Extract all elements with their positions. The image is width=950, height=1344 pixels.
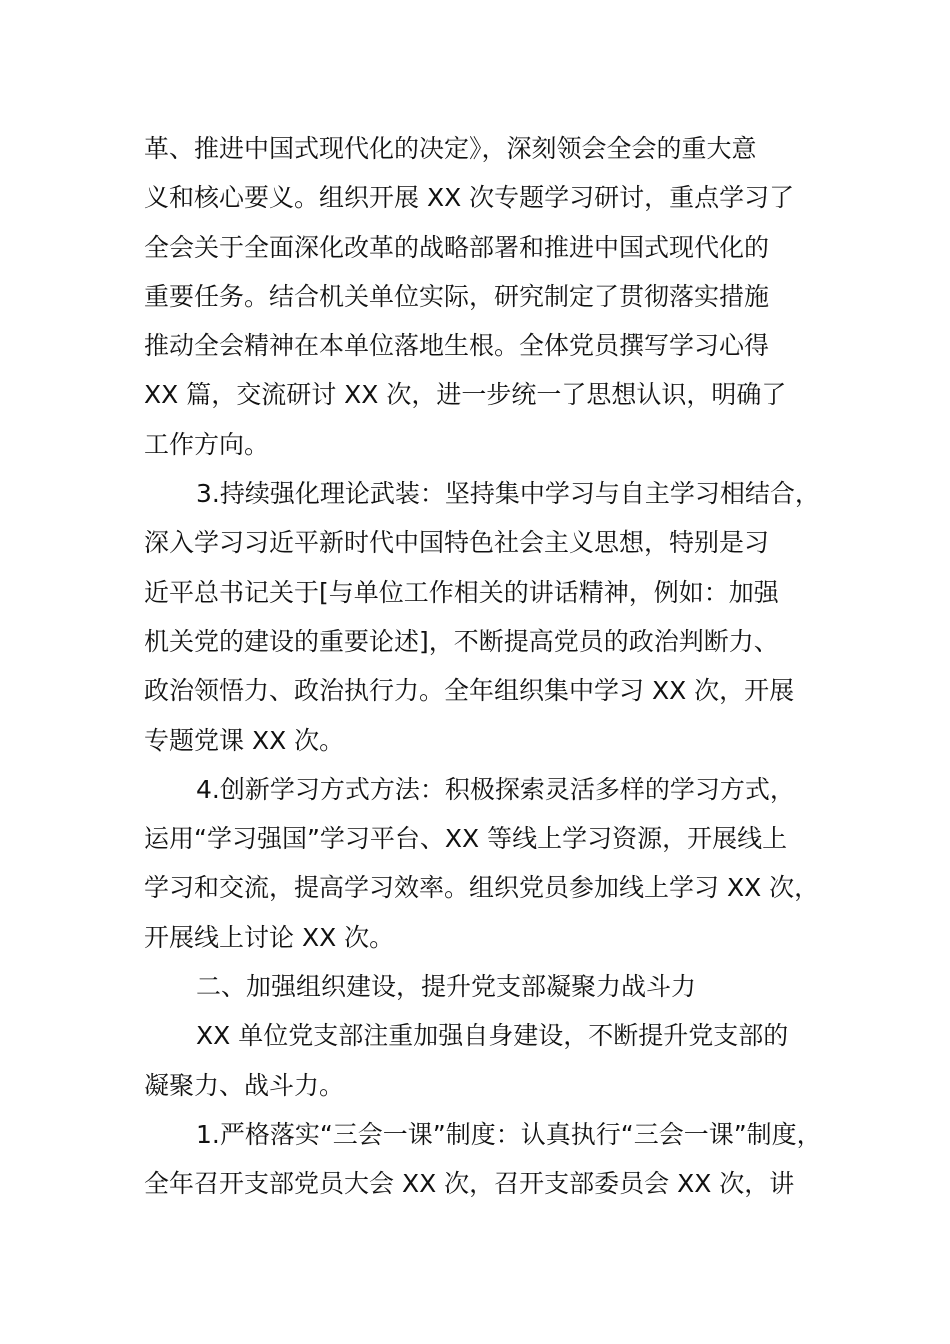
text-line: 全年召开支部党员大会 XX 次，召开支部委员会 XX 次，讲 [144,1169,795,1199]
text-line: 革、推进中国式现代化的决定》，深刻领会全会的重大意 [144,134,757,163]
text-line: 开展线上讨论 XX 次。 [144,922,395,952]
text-line: 工作方向。 [144,429,270,459]
text-line: 凝聚力、战斗力。 [144,1070,345,1100]
text-line: 机关党的建设的重要论述]，不断提高党员的政治判断力、 [144,626,779,656]
text-line: 全会关于全面深化改革的战略部署和推进中国式现代化的 [144,232,770,262]
text-line: 重要任务。结合机关单位实际，研究制定了贯彻落实措施 [144,281,770,311]
text-line: 推动全会精神在本单位落地生根。全体党员撰写学习心得 [144,331,770,361]
text-line: XX 篇，交流研讨 XX 次，进一步统一了思想认识，明确了 [144,380,787,410]
section-heading: 二、加强组织建设，提升党支部凝聚力战斗力 [196,972,697,1002]
text-line: 近平总书记关于[与单位工作相关的讲话精神，例如：加强 [144,577,779,607]
text-line: 政治领悟力、政治执行力。全年组织集中学习 XX 次，开展 [144,676,795,706]
text-line: 深入学习习近平新时代中国特色社会主义思想，特别是习 [144,528,770,558]
paragraph-heading-line: 1.严格落实“三会一课”制度：认真执行“三会一课”制度， [196,1119,822,1149]
text-line: XX 单位党支部注重加强自身建设，不断提升党支部的 [196,1021,789,1051]
text-line: 运用“学习强国”学习平台、XX 等线上学习资源，开展线上 [144,824,788,854]
text-line: 学习和交流，提高学习效率。组织党员参加线上学习 XX 次， [144,873,820,903]
paragraph-heading-line: 4.创新学习方式方法：积极探索灵活多样的学习方式， [196,774,795,804]
text-line: 专题党课 XX 次。 [144,725,345,755]
document-body [144,124,836,1209]
paragraph-heading-line: 3.持续强化理论武装：坚持集中学习与自主学习相结合， [196,479,820,509]
text-line: 义和核心要义。组织开展 XX 次专题学习研讨，重点学习了 [144,183,795,213]
